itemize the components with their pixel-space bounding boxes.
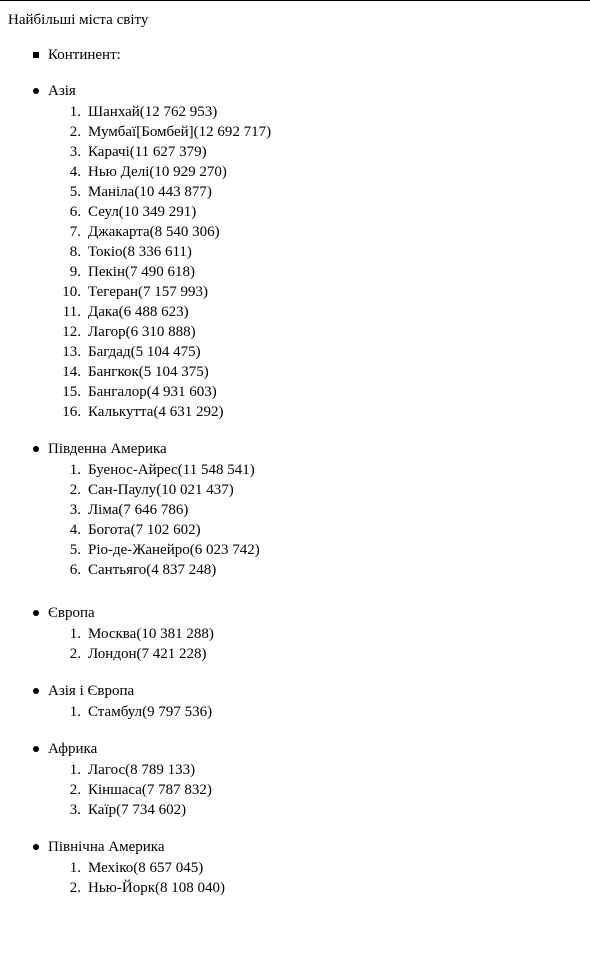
list-number: 1. — [69, 704, 81, 720]
list-number: 2. — [69, 880, 81, 896]
city-list-item — [48, 702, 590, 722]
list-number: 12. — [62, 324, 81, 340]
city-list — [48, 624, 590, 664]
list-number: 2. — [69, 124, 81, 140]
continent-header-label: Континент: — [48, 47, 121, 63]
list-number: 15. — [62, 384, 81, 400]
city-entry: Токіо(8 336 611) — [88, 244, 192, 260]
city-list-item — [48, 760, 590, 780]
city-entry: Лондон(7 421 228) — [88, 646, 207, 662]
disc-bullet-icon — [33, 746, 39, 752]
continent-item — [0, 82, 590, 422]
city-list — [48, 102, 590, 422]
city-list-item — [48, 402, 590, 422]
city-entry: Мехіко(8 657 045) — [88, 860, 204, 876]
city-entry: Пекін(7 490 618) — [88, 264, 195, 280]
city-list-item — [48, 122, 590, 142]
city-list-item — [48, 644, 590, 664]
city-list — [48, 460, 590, 580]
city-list-item — [48, 282, 590, 302]
disc-bullet-icon — [33, 688, 39, 694]
city-list-item — [48, 460, 590, 480]
list-number: 9. — [69, 264, 81, 280]
city-list-item — [48, 500, 590, 520]
city-list — [48, 702, 590, 722]
continents-container — [0, 82, 590, 898]
city-list-item — [48, 382, 590, 402]
city-list-item — [48, 102, 590, 122]
city-list-item — [48, 222, 590, 242]
continent-name: Азія — [48, 83, 76, 99]
square-bullet-icon — [33, 52, 39, 58]
list-number: 8. — [69, 244, 81, 260]
city-entry: Дака(6 488 623) — [88, 304, 189, 320]
city-list-item — [48, 780, 590, 800]
list-number: 1. — [69, 860, 81, 876]
city-entry: Шанхай(12 762 953) — [88, 104, 218, 120]
city-entry: Богота(7 102 602) — [88, 522, 201, 538]
city-list — [48, 858, 590, 898]
city-entry: Буенос-Айрес(11 548 541) — [88, 462, 255, 478]
top-border — [0, 0, 590, 1]
city-list-item — [48, 342, 590, 362]
city-entry: Калькутта(4 631 292) — [88, 404, 224, 420]
disc-bullet-icon — [33, 844, 39, 850]
list-number: 3. — [69, 144, 81, 160]
city-entry: Лагос(8 789 133) — [88, 762, 196, 778]
list-number: 11. — [62, 304, 81, 320]
city-list-item — [48, 878, 590, 898]
city-list-item — [48, 520, 590, 540]
city-list-item — [48, 262, 590, 282]
list-number: 3. — [69, 802, 81, 818]
city-entry: Кіншаса(7 787 832) — [88, 782, 212, 798]
city-entry: Тегеран(7 157 993) — [88, 284, 209, 300]
city-list-item — [48, 560, 590, 580]
city-entry: Лагор(6 310 888) — [88, 324, 196, 340]
disc-bullet-icon — [33, 88, 39, 94]
continent-name: Південна Америка — [48, 441, 167, 457]
list-number: 2. — [69, 782, 81, 798]
city-list-item — [48, 362, 590, 382]
page-title: Найбільші міста світу — [8, 12, 149, 28]
continent-name: Азія і Європа — [48, 683, 135, 699]
list-number: 1. — [69, 626, 81, 642]
city-entry: Джакарта(8 540 306) — [88, 224, 220, 240]
city-list-item — [48, 540, 590, 560]
city-list-item — [48, 858, 590, 878]
city-list-item — [48, 182, 590, 202]
list-number: 1. — [69, 104, 81, 120]
continent-item — [0, 682, 590, 722]
list-number: 1. — [69, 762, 81, 778]
city-entry: Маніла(10 443 877) — [88, 184, 212, 200]
city-list — [48, 760, 590, 820]
city-entry: Карачі(11 627 379) — [88, 144, 207, 160]
disc-bullet-icon — [33, 446, 39, 452]
list-number: 6. — [69, 562, 81, 578]
disc-bullet-icon — [33, 610, 39, 616]
list-number: 16. — [62, 404, 81, 420]
city-entry: Сантьяго(4 837 248) — [88, 562, 217, 578]
continent-item — [0, 838, 590, 898]
list-number: 3. — [69, 502, 81, 518]
city-list-item — [48, 624, 590, 644]
continent-item — [0, 740, 590, 820]
list-number: 2. — [69, 646, 81, 662]
city-list-item — [48, 242, 590, 262]
city-entry: Нью Делі(10 929 270) — [88, 164, 227, 180]
city-entry: Бангкок(5 104 375) — [88, 364, 209, 380]
continent-item — [0, 604, 590, 664]
city-list-item — [48, 302, 590, 322]
continent-item — [0, 440, 590, 580]
list-number: 13. — [62, 344, 81, 360]
continent-name: Африка — [48, 741, 98, 757]
city-entry: Сеул(10 349 291) — [88, 204, 197, 220]
continent-list — [0, 46, 590, 898]
city-entry: Сан-Паулу(10 021 437) — [88, 482, 234, 498]
city-entry: Стамбул(9 797 536) — [88, 704, 213, 720]
city-entry: Багдад(5 104 475) — [88, 344, 201, 360]
list-number: 6. — [69, 204, 81, 220]
city-entry: Ріо-де-Жанейро(6 023 742) — [88, 542, 260, 558]
continent-name: Північна Америка — [48, 839, 165, 855]
city-list-item — [48, 322, 590, 342]
city-entry: Нью-Йорк(8 108 040) — [88, 880, 225, 896]
list-number: 14. — [62, 364, 81, 380]
city-entry: Москва(10 381 288) — [88, 626, 214, 642]
list-number: 5. — [69, 184, 81, 200]
list-number: 2. — [69, 482, 81, 498]
city-list-item — [48, 800, 590, 820]
city-entry: Мумбаї[Бомбей](12 692 717) — [88, 124, 272, 140]
city-entry: Бангалор(4 931 603) — [88, 384, 217, 400]
list-number: 7. — [69, 224, 81, 240]
list-number: 4. — [69, 164, 81, 180]
city-entry: Ліма(7 646 786) — [88, 502, 189, 518]
continent-header-item — [0, 46, 590, 64]
city-list-item — [48, 480, 590, 500]
city-list-item — [48, 162, 590, 182]
list-number: 1. — [69, 462, 81, 478]
city-entry: Каїр(7 734 602) — [88, 802, 187, 818]
city-list-item — [48, 142, 590, 162]
city-list-item — [48, 202, 590, 222]
list-number: 5. — [69, 542, 81, 558]
list-number: 4. — [69, 522, 81, 538]
list-number: 10. — [62, 284, 81, 300]
continent-name: Європа — [48, 605, 95, 621]
